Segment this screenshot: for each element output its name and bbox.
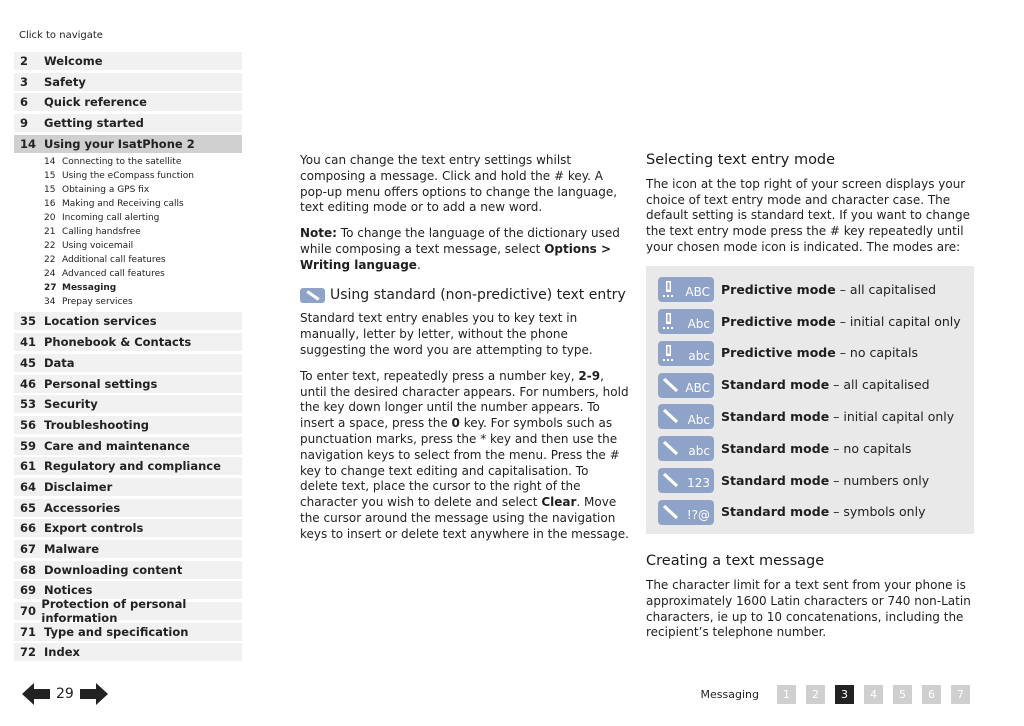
toc-subsection-list [14, 155, 242, 309]
table-of-contents [14, 52, 242, 664]
toc-page-number: 41 [20, 335, 37, 350]
text-run: . Move the cursor around the message using the navigation keys to insert or delete text anywhere in the message. [300, 495, 629, 541]
pencil-icon [658, 373, 714, 398]
note-label: Note: [300, 226, 337, 241]
standard-entry-heading-text: Using standard (non-predictive) text entry [330, 286, 626, 303]
toc-subitem-page-number: 21 [44, 227, 56, 238]
note-end: . [416, 257, 421, 272]
predictive-icon [658, 309, 714, 334]
mode-name: Standard mode [721, 504, 830, 520]
mode-name: Standard mode [721, 440, 830, 456]
predictive-icon [658, 277, 714, 302]
mode-detail: – all capitalised [829, 377, 930, 393]
toc-item[interactable] [14, 375, 242, 393]
toc-subitem-page-number: 20 [44, 213, 56, 224]
toc-item[interactable] [14, 395, 242, 413]
toc-title: Type and specification [44, 624, 189, 639]
toc-subitem-page-number: 14 [44, 157, 56, 168]
mode-case-label: Abc [687, 412, 710, 427]
toc-title: Quick reference [44, 95, 147, 110]
mode-detail: – numbers only [829, 472, 930, 488]
toc-subitem-title: Making and Receiving calls [62, 199, 184, 210]
toc-subitem-page-number: 22 [44, 255, 56, 266]
toc-item[interactable] [14, 333, 242, 351]
toc-item[interactable] [14, 73, 242, 91]
toc-item[interactable] [14, 499, 242, 517]
toc-page-number: 45 [20, 355, 37, 370]
mode-row [658, 274, 974, 306]
current-page-number: 29 [56, 686, 74, 702]
mode-row [658, 465, 974, 497]
toc-subitem[interactable] [14, 295, 242, 309]
toc-item[interactable] [14, 597, 242, 626]
predictive-icon [658, 341, 714, 366]
toc-title: Safety [44, 74, 86, 89]
toc-title: Troubleshooting [44, 417, 150, 432]
mode-description [721, 473, 929, 489]
toc-subitem-title: Obtaining a GPS fix [62, 185, 150, 196]
toc-title: Data [44, 355, 75, 370]
toc-subitem-title: Calling handsfree [62, 227, 141, 238]
selecting-mode-paragraph: The icon at the top right of your screen displays your choice of text entry mode and character case. The default setting is standard text. If you want to change the text entry mode press the # key repeatedly until your chosen mode icon is indicated. The modes are: [646, 176, 970, 254]
text-run: , until the desired character appears. For numbers, hold the key down longer until the number appears. To insert a space, press the [300, 368, 629, 431]
toc-subitem-title: Incoming call alerting [62, 213, 160, 224]
navigation-caption: Click to navigate [19, 30, 103, 41]
toc-title: Location services [44, 314, 157, 329]
mode-detail: – initial capital only [835, 313, 961, 329]
toc-title: Export controls [44, 521, 144, 536]
toc-item[interactable] [14, 478, 242, 496]
toc-page-number: 35 [20, 314, 37, 329]
note-paragraph [300, 226, 630, 273]
toc-subitem-page-number: 27 [44, 283, 57, 294]
mode-case-label: !?@ [686, 507, 710, 522]
toc-item[interactable] [14, 312, 242, 330]
mode-detail: – no capitals [835, 345, 918, 361]
toc-page-number: 65 [20, 500, 37, 515]
mode-row [658, 401, 974, 433]
mode-detail: – initial capital only [829, 408, 955, 424]
creating-message-paragraph: The character limit for a text sent from your phone is approximately 1600 Latin characters or 740 non-Latin characters, ie up to 10 concatenations, including the recipient’s telephone number. [646, 577, 971, 640]
note-menu-path: Options > Writing language [300, 241, 612, 272]
entering-text-paragraph [300, 369, 630, 543]
clear-option: Clear [541, 495, 577, 510]
toc-subitem-title: Additional call features [62, 255, 166, 266]
pager-page-button[interactable]: 3 [835, 685, 854, 704]
toc-title: Malware [44, 542, 100, 556]
toc-title: Protection of personal information [41, 597, 187, 626]
toc-title: Accessories [44, 500, 121, 515]
mode-case-label: ABC [685, 380, 710, 395]
key-range: 2-9 [578, 368, 601, 383]
standard-entry-paragraph: Standard text entry enables you to key text in manually, letter by letter, without the phone suggesting the word you are attempting to type. [300, 311, 593, 357]
toc-page-number: 68 [20, 562, 37, 577]
pager-page-button[interactable]: 6 [922, 685, 941, 704]
note-text: To change the language of the dictionary used while composing a text message, select [300, 226, 620, 256]
mode-description [721, 441, 911, 457]
toc-subitem-page-number: 24 [44, 269, 56, 280]
toc-title: Care and maintenance [44, 438, 190, 453]
mode-detail: – no capitals [829, 440, 912, 456]
pager-page-button[interactable]: 1 [777, 685, 796, 704]
toc-page-number: 9 [20, 116, 29, 131]
toc-item[interactable] [14, 354, 242, 372]
toc-page-number: 71 [20, 624, 37, 639]
toc-title: Index [44, 645, 80, 660]
mode-name: Standard mode [721, 377, 830, 393]
toc-page-number: 66 [20, 521, 37, 536]
pager-page-button[interactable]: 2 [806, 685, 825, 704]
toc-item[interactable] [14, 540, 242, 558]
toc-title: Notices [44, 583, 93, 598]
toc-item[interactable] [14, 93, 242, 111]
toc-page-number: 70 [20, 604, 37, 619]
mode-row [658, 433, 974, 465]
text-entry-modes-box [646, 266, 974, 534]
toc-subitem-page-number: 34 [44, 297, 56, 308]
toc-subitem-title: Prepay services [62, 297, 133, 308]
toc-title: Welcome [44, 54, 103, 68]
toc-subitem[interactable] [14, 253, 242, 267]
mode-row [658, 337, 974, 369]
mode-case-label: Abc [687, 317, 710, 332]
toc-title: Getting started [44, 116, 144, 131]
pencil-icon [658, 500, 714, 525]
mode-name: Standard mode [721, 408, 830, 424]
mode-description [721, 282, 936, 298]
toc-page-number: 61 [20, 459, 37, 474]
right-text-column [646, 153, 976, 651]
toc-page-number: 14 [20, 136, 37, 151]
mode-description [721, 377, 930, 393]
toc-page-number: 3 [20, 74, 29, 89]
mode-description [721, 345, 918, 361]
mode-row [658, 496, 974, 528]
mode-name: Predictive mode [721, 281, 836, 297]
text-run: key. For symbols such as punctuation marks, press the * key and then use the navigation keys to select from the menu. Press the # key to change text editing and capitalisation. To delete text, place the cursor to the right of the character you wish to delete and select [300, 416, 620, 510]
toc-page-number: 46 [20, 376, 37, 391]
creating-message-heading: Creating a text message [646, 553, 825, 570]
mode-description [721, 409, 954, 425]
pencil-icon [658, 436, 714, 461]
mode-description [721, 314, 961, 330]
toc-item[interactable] [14, 135, 242, 153]
mode-description [721, 504, 925, 520]
pencil-icon [658, 468, 714, 493]
toc-item[interactable] [14, 457, 242, 475]
toc-title: Using your IsatPhone 2 [44, 136, 195, 151]
toc-page-number: 53 [20, 397, 37, 412]
toc-item[interactable] [14, 623, 242, 641]
mode-detail: – symbols only [829, 504, 926, 520]
mode-name: Predictive mode [721, 313, 836, 329]
left-text-column [300, 153, 630, 553]
toc-subitem-title: Using voicemail [62, 241, 134, 252]
next-page-arrow-icon[interactable] [78, 682, 108, 706]
section-pager [701, 685, 970, 704]
toc-page-number: 69 [20, 583, 37, 598]
page-navigation [22, 682, 108, 706]
mode-row [658, 369, 974, 401]
toc-subitem-title: Advanced call features [62, 269, 165, 280]
toc-subitem-title: Connecting to the satellite [62, 157, 182, 168]
toc-subitem-page-number: 15 [44, 185, 56, 196]
toc-item[interactable] [14, 416, 242, 434]
text-run: To enter text, repeatedly press a number key, [300, 368, 579, 383]
toc-page-number: 64 [20, 479, 37, 494]
selecting-mode-heading: Selecting text entry mode [646, 152, 836, 168]
toc-title: Disclaimer [44, 479, 113, 494]
toc-item[interactable] [14, 114, 242, 132]
toc-title: Phonebook & Contacts [44, 335, 192, 350]
toc-page-number: 2 [20, 54, 29, 68]
toc-subitem-page-number: 22 [44, 241, 56, 252]
pencil-icon [658, 404, 714, 429]
toc-subitem[interactable] [14, 169, 242, 183]
toc-subitem[interactable] [14, 239, 242, 253]
toc-subitem[interactable] [14, 225, 242, 239]
toc-subitem-title: Using the eCompass function [62, 171, 195, 182]
intro-paragraph: You can change the text entry settings whilst composing a message. Click and hold the # key. A pop-up menu offers options to change the language, text editing mode or to add a new word. [300, 153, 618, 215]
toc-item[interactable] [14, 561, 242, 579]
toc-item[interactable] [14, 52, 242, 70]
toc-subitem[interactable] [14, 267, 242, 281]
pager-page-button[interactable]: 5 [893, 685, 912, 704]
zero-key: 0 [451, 416, 460, 431]
toc-title: Personal settings [44, 376, 158, 391]
toc-subitem[interactable] [14, 281, 242, 295]
toc-title: Security [44, 397, 98, 412]
toc-title: Regulatory and compliance [44, 459, 221, 474]
toc-title: Downloading content [44, 562, 183, 577]
pencil-icon [300, 288, 325, 303]
mode-case-label: abc [688, 348, 710, 363]
toc-page-number: 59 [20, 438, 37, 453]
pager-page-button[interactable]: 7 [951, 685, 970, 704]
mode-case-label: abc [688, 444, 710, 459]
toc-subitem[interactable] [14, 183, 242, 197]
mode-name: Standard mode [721, 472, 830, 488]
toc-subitem[interactable] [14, 155, 242, 169]
section-label: Messaging [700, 688, 759, 701]
mode-row [658, 306, 974, 338]
mode-name: Predictive mode [721, 345, 836, 361]
toc-subitem-title: Messaging [62, 283, 117, 294]
toc-page-number: 72 [20, 645, 37, 660]
toc-item[interactable] [14, 519, 242, 537]
toc-page-number: 56 [20, 417, 37, 432]
toc-page-number: 6 [20, 95, 29, 110]
mode-case-label: ABC [685, 285, 710, 300]
previous-page-arrow-icon[interactable] [22, 682, 52, 706]
toc-subitem-page-number: 15 [44, 171, 56, 182]
mode-detail: – all capitalised [835, 281, 937, 297]
toc-subitem-page-number: 16 [44, 199, 56, 210]
toc-subitem[interactable] [14, 211, 242, 225]
toc-subitem[interactable] [14, 197, 242, 211]
standard-entry-heading [300, 288, 630, 304]
pager-page-button[interactable]: 4 [864, 685, 883, 704]
pager-pages [767, 685, 970, 704]
toc-item[interactable] [14, 643, 242, 661]
toc-page-number: 67 [20, 542, 37, 556]
toc-item[interactable] [14, 437, 242, 455]
mode-case-label: 123 [687, 476, 710, 491]
